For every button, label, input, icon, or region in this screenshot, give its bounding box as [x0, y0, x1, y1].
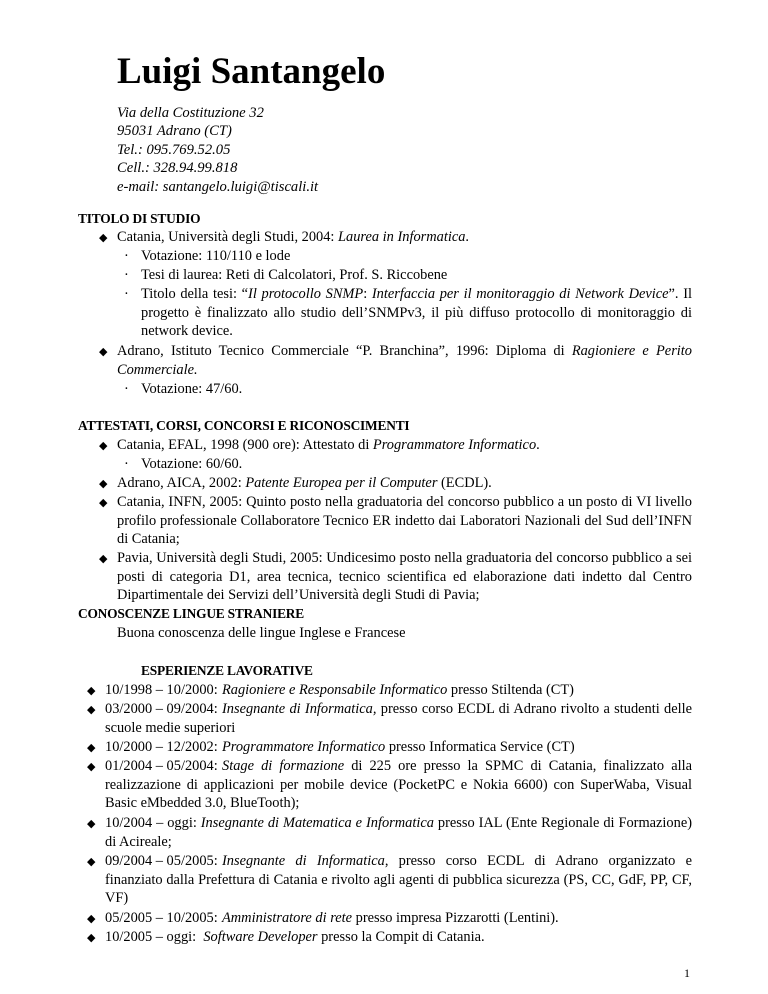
esperienza-item: 05/2005 – 10/2005: Amministratore di rete presso impresa Pizzarotti (Lentini). [105, 910, 559, 926]
diamond-bullet-icon: ◆ [99, 478, 108, 490]
city: 95031 Adrano (CT) [117, 123, 232, 140]
esperienza-item: 10/2004 – oggi: Insegnante di Matematica e Informatica presso IAL (Ente Regionale di Formazione) di Acireale; [105, 815, 693, 850]
titolo-sub-titolo-tesi: Titolo della tesi: “Il protocollo SNMP: Interfaccia per il monitoraggio di Network Device”. Il progetto è finalizzato allo studio dell’SNMPv3, il più diffuso protocollo di monitoraggio di network device. [141, 286, 693, 339]
diamond-bullet-icon: ◆ [99, 440, 108, 452]
address: Via della Costituzione 32 [117, 105, 264, 121]
diamond-bullet-icon: ◆ [87, 932, 96, 944]
email: e-mail: santangelo.luigi@tiscali.it [117, 178, 319, 195]
diamond-bullet-icon: ◆ [99, 497, 108, 509]
attestati-item-efal: Catania, EFAL, 1998 (900 ore): Attestato di Programmatore Informatico. [117, 437, 540, 453]
sub-bullet-icon: · [124, 456, 129, 472]
section-heading-titolo: TITOLO DI STUDIO [78, 211, 201, 226]
attestati-sub-votazione: Votazione: 60/60. [141, 456, 243, 472]
esperienza-item: 10/2000 – 12/2002: Programmatore Informatico presso Informatica Service (CT) [105, 739, 575, 755]
titolo-item-laurea: Catania, Università degli Studi, 2004: Laurea in Informatica. [117, 229, 470, 245]
titolo-sub-votazione-diploma: Votazione: 47/60. [141, 381, 243, 397]
titolo-sub-votazione: Votazione: 110/110 e lode [141, 248, 291, 264]
diamond-bullet-icon: ◆ [99, 232, 108, 244]
diamond-bullet-icon: ◆ [87, 761, 96, 773]
telephone: Tel.: 095.769.52.05 [117, 141, 231, 158]
section-heading-lingue: CONOSCENZE LINGUE STRANIERE [78, 606, 305, 621]
diamond-bullet-icon: ◆ [99, 346, 108, 358]
diamond-bullet-icon: ◆ [87, 913, 96, 925]
diamond-bullet-icon: ◆ [87, 685, 96, 697]
mobile: Cell.: 328.94.99.818 [117, 160, 238, 177]
diamond-bullet-icon: ◆ [87, 818, 96, 830]
sub-bullet-icon: · [124, 267, 129, 283]
titolo-sub-tesi: Tesi di laurea: Reti di Calcolatori, Prof. S. Riccobene [141, 267, 448, 283]
esperienza-item: 01/2004 – 05/2004: Stage di formazione di 225 ore presso la SPMC di Catania, finalizzato alla realizzazione di applicazioni per mobile device (PocketPC e Nokia 6600) con SuperWaba, Visual Basic eMbedded 3.0, BlueTooth); [105, 758, 692, 811]
lingue-text: Buona conoscenza delle lingue Inglese e Francese [117, 625, 406, 641]
person-name: Luigi Santangelo [117, 51, 386, 92]
attestati-item-pavia: Pavia, Università degli Studi, 2005: Undicesimo posto nella graduatoria del concorso pubblico a sei posti di categoria D1, area tecnica, tecnico scientifica ed elaborazione dati indetto dal Centro Dipartimentale dei Servizi dell’Università degli Studi di Pavia; [117, 550, 692, 603]
esperienza-item: 10/2005 – oggi: Software Developer presso la Compit di Catania. [105, 929, 485, 945]
titolo-item-diploma: Adrano, Istituto Tecnico Commerciale “P. Branchina”, 1996: Diploma di Ragioniere e Perito Commerciale. [117, 343, 692, 378]
esperienza-item: 10/1998 – 10/2000: Ragioniere e Responsabile Informatico presso Stiltenda (CT) [105, 682, 574, 698]
esperienza-item: 09/2004 – 05/2005: Insegnante di Informatica, presso corso ECDL di Adrano organizzato e finanziato dalla Prefettura di Catania e rivolto agli agenti di pubblica sicurezza (PS, CC, GdF, PP, CF, VF) [105, 853, 693, 906]
sub-bullet-icon: · [124, 381, 129, 397]
diamond-bullet-icon: ◆ [87, 742, 96, 754]
diamond-bullet-icon: ◆ [99, 553, 108, 565]
page-number: 1 [684, 966, 690, 980]
section-heading-esperienze: ESPERIENZE LAVORATIVE [141, 663, 313, 678]
contact-block [117, 104, 318, 196]
diamond-bullet-icon: ◆ [87, 856, 96, 868]
attestati-item-ecdl: Adrano, AICA, 2002: Patente Europea per il Computer (ECDL). [117, 475, 492, 491]
sub-bullet-icon: · [124, 248, 129, 264]
attestati-item-infn: Catania, INFN, 2005: Quinto posto nella graduatoria del concorso pubblico a un posto di VI livello profilo professionale Collaboratore Tecnico ER indetto dai Laboratori Nazionali del Sud dell’INFN di Catania; [117, 494, 692, 547]
section-heading-attestati: ATTESTATI, CORSI, CONCORSI E RICONOSCIMENTI [78, 418, 410, 433]
sub-bullet-icon: · [124, 286, 129, 302]
diamond-bullet-icon: ◆ [87, 704, 96, 716]
esperienza-item: 03/2000 – 09/2004: Insegnante di Informatica, presso corso ECDL di Adrano rivolto a studenti delle scuole medie superiori [105, 701, 692, 736]
